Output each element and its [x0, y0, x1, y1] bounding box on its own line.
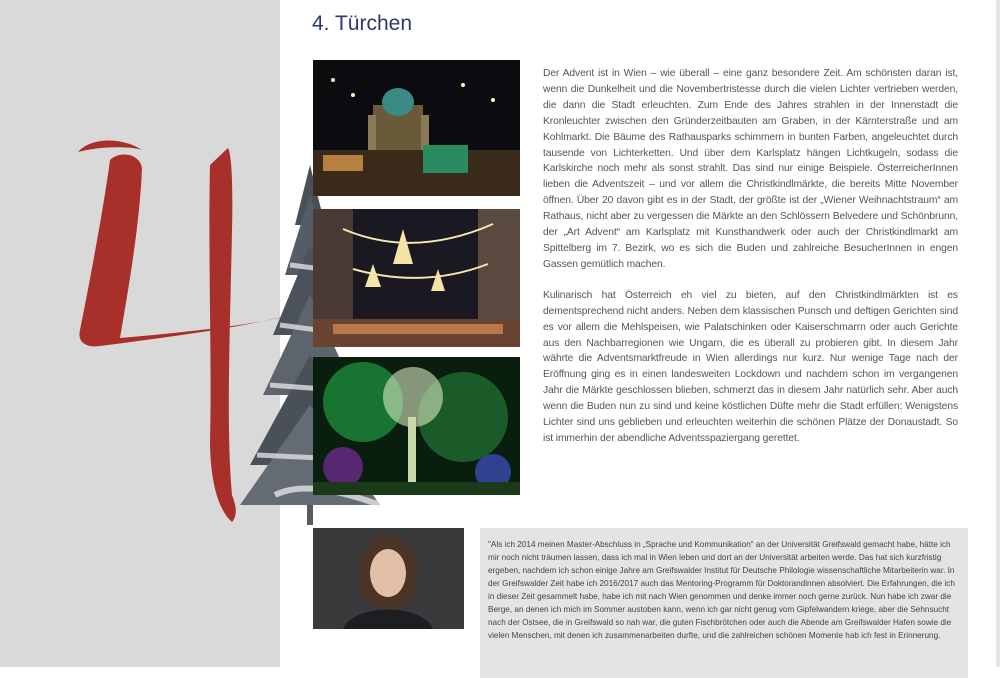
- vienna-street-chandelier-lights-photo: [313, 209, 520, 347]
- article-body: [543, 66, 958, 462]
- page-title: 4. Türchen: [312, 12, 413, 35]
- article-paragraph: Kulinarisch hat Österreich eh viel zu bieten, auf den Christkindlmärkten ist es dementsprechend nicht anders. Neben dem klassischen Punsch und deftigen Gerichten sind es vor allem die Mehlspeisen, wie Palatschinken oder Kaiserschmarrn oder auch Gerichte aus den Nachbarregionen wie Ungarn, die es überall zu probieren gibt. In diesem Jahr währte die Adventsmarktfreude in Wien allerdings nur kurz. Nur wenige Tage nach der Eröffnung ging es in einen landesweiten Lockdown und nachdem schon im vergangenen Jahr die Märkte geschlossen blieben, schmerzt das in diesem Jahr natürlich sehr. Aber auch wenn die Buden nun zu sind und keine köstlichen Düfte mehr die Stadt erfüllen: Wenigstens Lichter sind uns geblieben und erleuchten weiterhin die schönen Plätze der Donaustadt. So ist immerhin der abendliche Adventsspaziergang gerettet.: [543, 289, 958, 444]
- page-edge: [996, 0, 1000, 667]
- quote-box: [480, 528, 968, 678]
- article-paragraph: Der Advent ist in Wien – wie überall – eine ganz besondere Zeit. Am schönsten daran ist, wenn die Dunkelheit und die Novembertristesse durch die vielen Lichter vertrieben werden, die dann die Stadt erleuchten. Zum Ende des Jahres strahlen in der Innenstadt die Kronleuchter zwischen den Gründerzeitbauten am Graben, in der Kärnterstraße und am Kohlmarkt. Die Bäume des Rathausparks schimmern in bunten Farben, angeleuchtet durch tausende von Lichterketten. Und über dem Karlsplatz hängen Lichtkugeln, sodass die Karlskirche noch mehr als sonst strahlt. Das sind nur einige Beispiele. ÖsterreicherInnen lieben die Adventszeit – und vor allem die Christkindlmärkte, die bereits Mitte November öffnen. Über 20 davon gibt es in der Stadt, der größte ist der „Wiener Weihnachtstraum“ am Rathaus, nicht aber zu vergessen die Märkte an den Schlössern Belvedere und Schönbrunn, der „Art Advent“ am Karlsplatz mit Kunsthandwerk oder auch der Christkindlmarkt am Spittelberg im 7. Bezirk, wo es sich die Buden und zahlreiche BesucherInnen in engen Gassen gemütlich machen.: [543, 68, 958, 270]
- quote-text: "Als ich 2014 meinen Master-Abschluss in „Sprache und Kommunikation“ an der Universität Greifswald gemacht habe, hätte ich mir noch nicht träumen lassen, dass ich mal in Wien leben und dort an der Universität arbeiten werde. Das hat sich kurzfristig ergeben, nachdem ich schon einige Jahre am Greifswalder Institut für Deutsche Philologie wissenschaftliche Mitarbeiterin war. In der Greifswalder Zeit habe ich 2016/2017 auch das Mentoring-Programm für Doktorandinnen absolviert. Die Erfahrungen, die ich in dieser Zeit gesammelt habe, habe ich mit nach Wien genommen und denke immer noch gerne zurück. Nun habe ich zwar die Berge, an denen ich mich im Sommer austoben kann, wenn ich gar nicht genug vom Gipfelwandern kriege, aber die Sehnsucht nach der Ostsee, die in Greifswald so nah war, die guten Fischbrötchen oder auch die Abende am Greifswalder Hafen sowie die vielen Menschen, mit denen ich zusammenarbeiten durfte, und die zahlreichen schönen Momente hab ich fest in Erinnerung.: [488, 540, 955, 640]
- author-portrait-photo: [313, 528, 464, 629]
- karlskirche-christmas-market-photo: [313, 60, 520, 196]
- illuminated-park-trees-photo: [313, 357, 520, 495]
